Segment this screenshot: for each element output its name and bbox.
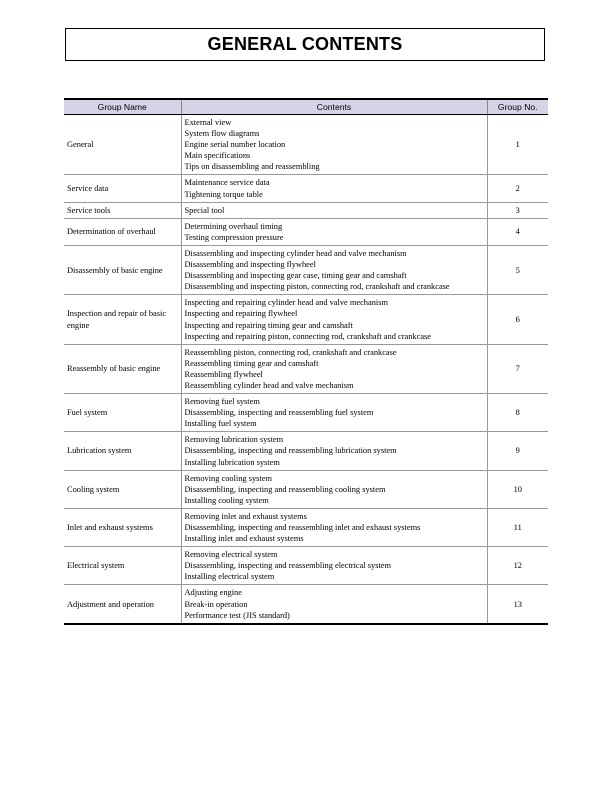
contents-line: Installing inlet and exhaust systems xyxy=(184,534,304,544)
contents-cell xyxy=(181,547,487,585)
contents-line: Main specifications xyxy=(184,151,251,161)
contents-line: Installing cooling system xyxy=(184,495,269,505)
group-name-cell: General xyxy=(67,140,94,150)
contents-line: System flow diagrams xyxy=(184,129,260,139)
contents-cell xyxy=(181,470,487,508)
group-name-cell: Determination of overhaul xyxy=(64,218,181,245)
contents-table xyxy=(64,98,548,625)
table-row xyxy=(64,585,548,624)
contents-line: Performance test (JIS standard) xyxy=(184,610,290,620)
contents-line: Special tool xyxy=(184,205,225,215)
table-row xyxy=(64,295,548,344)
title-box xyxy=(65,28,545,61)
contents-cell xyxy=(181,245,487,294)
contents-cell xyxy=(181,508,487,546)
table-row xyxy=(64,202,548,218)
group-name-cell: Lubrication system xyxy=(64,432,181,470)
group-number-cell: 4 xyxy=(487,218,548,245)
contents-line: Disassembling, inspecting and reassembling lubrication system xyxy=(184,446,397,456)
contents-line: Installing fuel system xyxy=(184,419,257,429)
table-row xyxy=(64,245,548,294)
contents-cell xyxy=(181,344,487,393)
group-name-cell: Electrical system xyxy=(64,547,181,585)
contents-line: Disassembling and inspecting cylinder head and valve mechanism xyxy=(184,248,407,258)
group-number-cell: 11 xyxy=(487,508,548,546)
contents-line: Disassembling and inspecting piston, connecting rod, crankshaft and crankcase xyxy=(184,282,450,292)
header-row xyxy=(64,99,548,115)
group-name-cell: Disassembly of basic engine xyxy=(64,245,181,294)
contents-line: Reassembling timing gear and camshaft xyxy=(184,358,319,368)
table-body xyxy=(64,115,548,624)
contents-line: Inspecting and repairing piston, connecting rod, crankshaft and crankcase xyxy=(184,331,432,341)
contents-line: Inspecting and repairing timing gear and camshaft xyxy=(184,320,353,330)
contents-cell xyxy=(181,295,487,344)
contents-line: Removing inlet and exhaust systems xyxy=(184,511,307,521)
contents-line: Disassembling and inspecting flywheel xyxy=(184,260,316,270)
table-row xyxy=(64,218,548,245)
contents-line: Disassembling, inspecting and reassembling fuel system xyxy=(184,408,374,418)
contents-line: Removing cooling system xyxy=(184,473,272,483)
column-header-contents: Contents xyxy=(181,99,487,115)
contents-cell xyxy=(181,218,487,245)
table-row xyxy=(64,432,548,470)
contents-line: Break-in operation xyxy=(184,599,248,609)
contents-line: Tightening torque table xyxy=(184,189,263,199)
group-name-cell: Reassembly of basic engine xyxy=(64,344,181,393)
column-header-group-name: Group Name xyxy=(64,99,181,115)
group-number-cell: 6 xyxy=(487,295,548,344)
contents-line: Inspecting and repairing cylinder head and valve mechanism xyxy=(184,298,388,308)
contents-line: Disassembling, inspecting and reassembling electrical system xyxy=(184,561,392,571)
contents-line: Determining overhaul timing xyxy=(184,221,283,231)
contents-line: Engine serial number location xyxy=(184,140,286,150)
contents-line: Disassembling, inspecting and reassembling cooling system xyxy=(184,484,386,494)
table-row xyxy=(64,394,548,432)
contents-cell xyxy=(181,115,487,175)
table-row xyxy=(64,115,548,175)
contents-cell xyxy=(181,394,487,432)
contents-line: Disassembling, inspecting and reassembling inlet and exhaust systems xyxy=(184,523,421,532)
column-header-group-no: Group No. xyxy=(487,99,548,115)
group-number-cell: 10 xyxy=(487,470,548,508)
contents-line: Removing electrical system xyxy=(184,550,278,560)
contents-line: Tips on disassembling and reassembling xyxy=(184,162,320,172)
contents-cell xyxy=(181,175,487,202)
table-row xyxy=(64,175,548,202)
table-row xyxy=(64,508,548,546)
contents-line: Removing lubrication system xyxy=(184,435,284,445)
contents-line: Removing fuel system xyxy=(184,397,260,407)
contents-line: Maintenance service data xyxy=(184,178,270,188)
contents-line: Installing electrical system xyxy=(184,572,275,582)
group-name-cell: Inspection and repair of basic engine xyxy=(64,295,181,344)
page-title: GENERAL CONTENTS xyxy=(207,34,403,54)
group-number-cell: 3 xyxy=(487,202,548,218)
contents-line: Installing lubrication system xyxy=(184,457,280,467)
group-number-cell: 2 xyxy=(487,175,548,202)
contents-cell xyxy=(181,585,487,624)
group-name-cell: Service data xyxy=(64,175,181,202)
contents-line: Testing compression pressure xyxy=(184,232,284,242)
group-name-cell: Inlet and exhaust systems xyxy=(64,508,181,546)
contents-cell xyxy=(181,432,487,470)
contents-line: Inspecting and repairing flywheel xyxy=(184,309,298,319)
group-name-cell: Cooling system xyxy=(64,470,181,508)
group-number-cell: 5 xyxy=(487,245,548,294)
group-number-cell: 7 xyxy=(487,344,548,393)
contents-cell xyxy=(181,202,487,218)
contents-line: Disassembling and inspecting gear case, timing gear and camshaft xyxy=(184,271,407,281)
table-row xyxy=(64,547,548,585)
table-row xyxy=(64,344,548,393)
contents-line: Reassembling flywheel xyxy=(184,369,263,379)
group-name-cell: Adjustment and operation xyxy=(64,585,181,624)
group-number-cell: 13 xyxy=(487,585,548,624)
group-name-cell: Service tools xyxy=(64,202,181,218)
group-number-cell: 12 xyxy=(487,547,548,585)
contents-line: External view xyxy=(184,118,232,127)
contents-line: Reassembling cylinder head and valve mechanism xyxy=(184,380,354,390)
group-number-cell: 9 xyxy=(487,432,548,470)
group-name-cell: Fuel system xyxy=(64,394,181,432)
contents-line: Reassembling piston, connecting rod, crankshaft and crankcase xyxy=(184,347,397,357)
contents-line: Adjusting engine xyxy=(184,588,242,598)
group-number-cell: 1 xyxy=(487,115,548,175)
group-number-cell: 8 xyxy=(487,394,548,432)
table-row xyxy=(64,470,548,508)
